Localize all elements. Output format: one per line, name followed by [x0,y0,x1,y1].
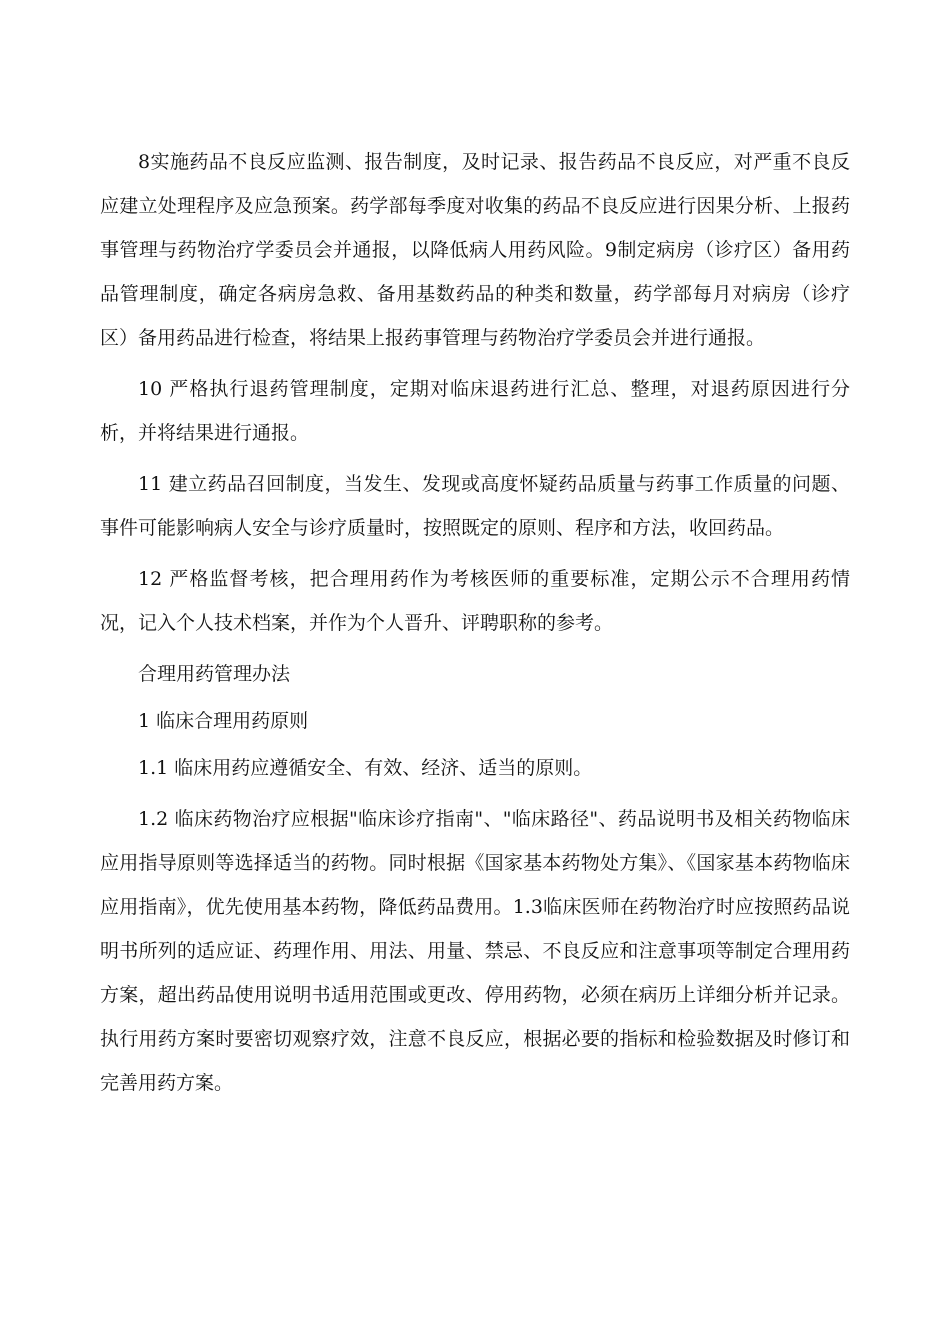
paragraph-supervision: 12 严格监督考核，把合理用药作为考核医师的重要标准，定期公示不合理用药情况，记入个人技术档案，并作为个人晋升、评聘职称的参考。 [100,568,850,634]
paragraph-drug-return: 10 严格执行退药管理制度，定期对临床退药进行汇总、整理，对退药原因进行分析，并将结果进行通报。 [100,378,850,444]
paragraph-principle-1-1: 1.1 临床用药应遵循安全、有效、经济、适当的原则。 [138,757,593,779]
section-title: 合理用药管理办法 [138,663,291,685]
paragraph-adr-monitoring: 8实施药品不良反应监测、报告制度，及时记录、报告药品不良反应，对严重不良反应建立处理程序及应急预案。药学部每季度对收集的药品不良反应进行因果分析、上报药事管理与药物治疗学委员会并通报，以降低病人用药风险。9制定病房（诊疗区）备用药品管理制度，确定各病房急救、备用基数药品的种类和数量，药学部每月对病房（诊疗区）备用药品进行检查，将结果上报药事管理与药物治疗学委员会并进行通报。 [100,151,850,349]
paragraph-drug-recall: 11 建立药品召回制度，当发生、发现或高度怀疑药品质量与药事工作质量的问题、事件可能影响病人安全与诊疗质量时，按照既定的原则、程序和方法，收回药品。 [100,473,850,539]
paragraph-principle-1-2: 1.2 临床药物治疗应根据"临床诊疗指南"、"临床路径"、药品说明书及相关药物临床应用指导原则等选择适当的药物。同时根据《国家基本药物处方集》、《国家基本药物临床应用指南》，优先使用基本药物，降低药品费用。1.3临床医师在药物治疗时应按照药品说明书所列的适应证、药理作用、用法、用量、禁忌、不良反应和注意事项等制定合理用药方案，超出药品使用说明书适用范围或更改、停用药物，必须在病历上详细分析并记录。执行用药方案时要密切观察疗效，注意不良反应，根据必要的指标和检验数据及时修订和完善用药方案。 [100,808,850,1094]
document-body [100,140,850,1112]
subsection-title: 1 临床合理用药原则 [138,710,309,732]
